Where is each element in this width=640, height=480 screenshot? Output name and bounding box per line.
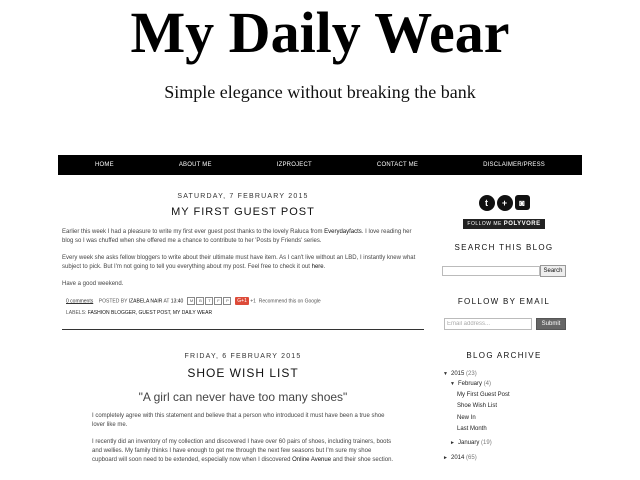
post-paragraph: [62, 228, 424, 246]
twitter-share-icon[interactable]: T: [205, 297, 213, 305]
post-paragraph: I completely agree with this statement and believe that a person who introduced it must have been a true shoe lover like me.: [92, 413, 385, 428]
nav-contact-me[interactable]: CONTACT ME: [376, 162, 419, 168]
email-field[interactable]: [444, 318, 532, 330]
follow-widget-title: FOLLOW BY EMAIL: [457, 297, 551, 306]
nav-about-me[interactable]: ABOUT ME: [178, 162, 212, 168]
post-shoe-wish-list: [62, 353, 424, 473]
post-date: SATURDAY, 7 FEBRUARY 2015: [177, 193, 309, 200]
collapsed-triangle-icon: ►: [450, 440, 455, 446]
post-first-guest-post: [62, 193, 424, 316]
post-paragraph: [62, 254, 424, 272]
post-paragraph: Have a good weekend.: [62, 281, 124, 287]
archive-post-link[interactable]: Shoe Wish List: [457, 403, 498, 409]
text: . I love reading her blog so I was chuffed when she offered me a chance to contribute to her 'Posts by Friends' series.: [62, 229, 412, 244]
archive-month-january[interactable]: [450, 438, 492, 450]
social-icons: [440, 193, 568, 211]
instagram-icon[interactable]: ◙: [515, 195, 530, 210]
archive-post-link[interactable]: My First Guest Post: [457, 392, 510, 398]
post-time-link[interactable]: 13:40: [170, 298, 184, 305]
archive-post-link[interactable]: New In: [457, 415, 476, 421]
labels-prefix: LABELS:: [66, 310, 87, 316]
archive-count: (65): [466, 455, 477, 461]
nav-home[interactable]: HOME: [95, 162, 114, 168]
archive-month-february[interactable]: [450, 379, 491, 391]
post-divider: [62, 329, 424, 330]
facebook-share-icon[interactable]: F: [214, 297, 222, 305]
email-share-icon[interactable]: M: [187, 297, 195, 305]
submit-button[interactable]: Submit: [536, 318, 566, 330]
post-footer: [62, 297, 424, 305]
archive-count: (23): [466, 371, 477, 377]
post-quote: "A girl can never have too many shoes": [138, 390, 348, 404]
search-widget-title: SEARCH THIS BLOG: [454, 243, 554, 252]
twitter-icon[interactable]: t: [479, 195, 495, 211]
plus-one-label: +1: [241, 298, 247, 304]
nav-disclaimer-press[interactable]: DISCLAIMER/PRESS: [483, 162, 545, 168]
search-button[interactable]: Search: [540, 265, 566, 277]
google-plus-button[interactable]: G+1: [237, 298, 247, 304]
archive-count: (4): [483, 381, 492, 387]
text: .: [323, 264, 326, 270]
nav-izproject[interactable]: IZPROJECT: [276, 162, 312, 168]
text: I recently did an inventory of my collection and discovered I have over 60 pairs of shoes, including trainers, boots and wellies. My family thinks I have enough to get me through the next few seasons but I'm sure my shoe cupboard will soon need to be extended, especially now when I discovered: [92, 439, 392, 463]
at-label: AT: [163, 298, 170, 305]
archive-year-label: 2014: [451, 455, 465, 461]
text: and their shoe section.: [331, 457, 394, 463]
comments-link[interactable]: 0 comments: [66, 298, 94, 305]
plus-one-count: +1: [250, 298, 256, 305]
nav-bar: [58, 155, 582, 175]
plus-icon[interactable]: +: [497, 195, 513, 211]
collapsed-triangle-icon: ►: [443, 455, 448, 461]
blog-title[interactable]: My Daily Wear: [130, 0, 510, 65]
post-paragraph: [92, 438, 394, 465]
recommend-text: Recommend this on Google: [258, 298, 321, 305]
post-title[interactable]: SHOE WISH LIST: [187, 366, 299, 380]
everydayfacts-link[interactable]: Everydayfacts: [324, 229, 362, 235]
post-body: [62, 228, 424, 289]
archive-month-label: January: [458, 440, 480, 446]
author-link[interactable]: IZABELA NAIR: [128, 298, 163, 305]
archive-month-label: February: [458, 381, 483, 387]
post-title[interactable]: MY FIRST GUEST POST: [171, 206, 315, 218]
text: Every week she asks fellow bloggers to write about their ultimate must have item. As I can't live without an LBD, I instantly knew what subject to pick. But I'm not going to tell you everything about my post. Feel free to check it out: [62, 255, 416, 270]
labels-links[interactable]: FASHION BLOGGER, GUEST POST, MY DAILY WEAR: [87, 310, 213, 316]
posted-by-label: POSTED BY: [98, 298, 128, 305]
polyvore-button[interactable]: [463, 219, 544, 229]
archive-year-2014[interactable]: [443, 453, 477, 465]
polyvore-prefix: FOLLOW ME: [467, 221, 502, 227]
archive-year-label: 2015: [451, 371, 465, 377]
post-body: [62, 412, 424, 465]
archive-widget-title: BLOG ARCHIVE: [466, 351, 542, 360]
pinterest-share-icon[interactable]: P: [223, 297, 231, 305]
polyvore-badge: [440, 212, 568, 230]
post-labels: [62, 310, 424, 316]
text: Earlier this week I had a pleasure to write my first ever guest post thanks to the lovely Raluca from: [62, 229, 325, 235]
archive-count: (19): [481, 440, 492, 446]
here-link[interactable]: here: [311, 264, 324, 270]
polyvore-brand: POLYVORE: [503, 221, 541, 227]
post-date: FRIDAY, 6 FEBRUARY 2015: [184, 353, 302, 360]
blog-this-icon[interactable]: B: [196, 297, 204, 305]
archive-post-link[interactable]: Last Month: [457, 426, 487, 432]
expanded-triangle-icon: ▼: [450, 381, 455, 387]
online-avenue-link[interactable]: Online Avenue: [292, 457, 332, 463]
search-input[interactable]: [442, 266, 540, 276]
blog-description: Simple elegance without breaking the bank: [164, 82, 476, 102]
expanded-triangle-icon: ▼: [443, 371, 448, 377]
